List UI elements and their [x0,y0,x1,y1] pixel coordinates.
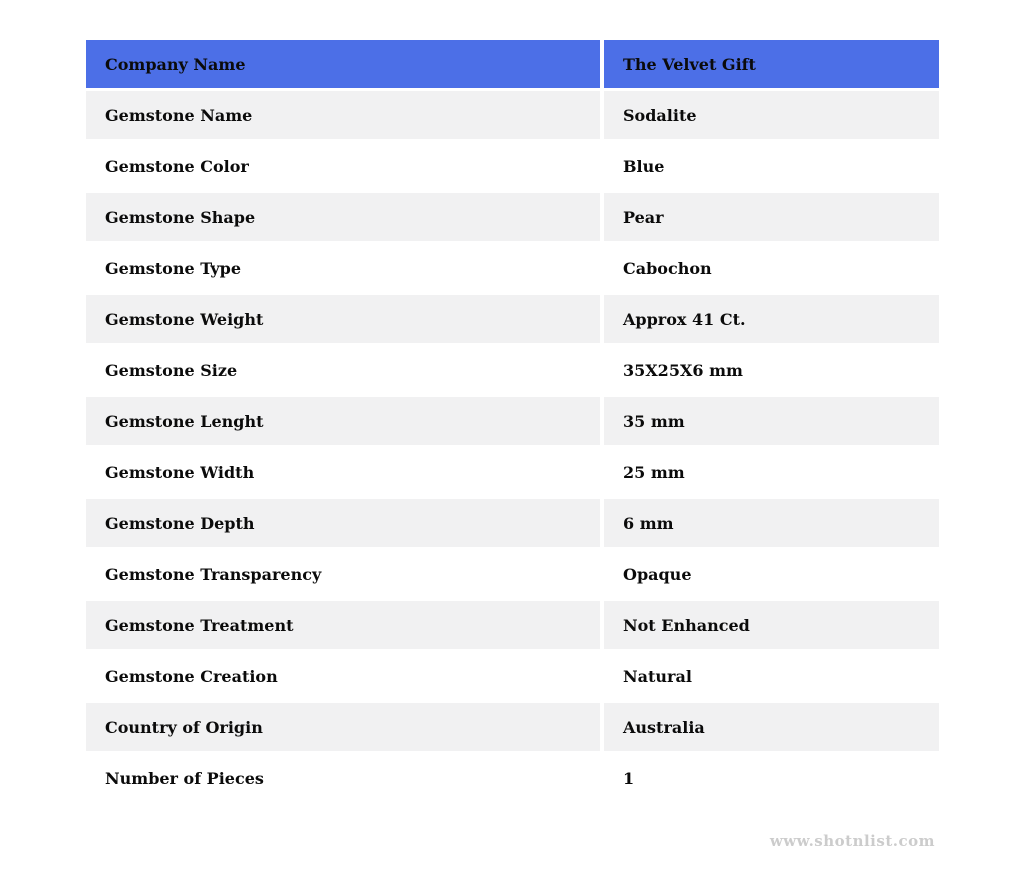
table-row [86,397,939,445]
row-value-cell: Not Enhanced [604,601,939,649]
table-row [86,193,939,241]
table-header-row [86,40,939,88]
table-row [86,448,939,496]
table-row [86,601,939,649]
row-label-cell: Gemstone Lenght [86,397,600,445]
row-label-cell: Gemstone Creation [86,652,600,700]
table-row [86,295,939,343]
row-value-cell: Approx 41 Ct. [604,295,939,343]
row-value-cell: Opaque [604,550,939,598]
header-value-cell: The Velvet Gift [604,40,939,88]
row-value-cell: 1 [604,754,939,802]
table-row [86,703,939,751]
table-row [86,244,939,292]
row-label-cell: Gemstone Width [86,448,600,496]
row-value-cell: 35 mm [604,397,939,445]
table-row [86,346,939,394]
table-row [86,550,939,598]
table-body [86,91,939,802]
row-label-cell: Gemstone Type [86,244,600,292]
row-label-cell: Gemstone Depth [86,499,600,547]
row-value-cell: Natural [604,652,939,700]
header-label-cell: Company Name [86,40,600,88]
row-value-cell: Sodalite [604,91,939,139]
table-row [86,652,939,700]
table-row [86,754,939,802]
row-value-cell: Blue [604,142,939,190]
watermark-text: www.shotnlist.com [769,832,935,850]
table-row [86,499,939,547]
row-value-cell: Cabochon [604,244,939,292]
row-label-cell: Gemstone Treatment [86,601,600,649]
row-label-cell: Gemstone Size [86,346,600,394]
row-value-cell: Pear [604,193,939,241]
row-label-cell: Country of Origin [86,703,600,751]
table-row [86,91,939,139]
row-label-cell: Gemstone Weight [86,295,600,343]
gemstone-spec-table [86,40,939,805]
row-value-cell: 35X25X6 mm [604,346,939,394]
row-value-cell: 6 mm [604,499,939,547]
row-label-cell: Gemstone Name [86,91,600,139]
row-value-cell: Australia [604,703,939,751]
row-label-cell: Number of Pieces [86,754,600,802]
table-row [86,142,939,190]
row-label-cell: Gemstone Transparency [86,550,600,598]
row-value-cell: 25 mm [604,448,939,496]
row-label-cell: Gemstone Color [86,142,600,190]
row-label-cell: Gemstone Shape [86,193,600,241]
